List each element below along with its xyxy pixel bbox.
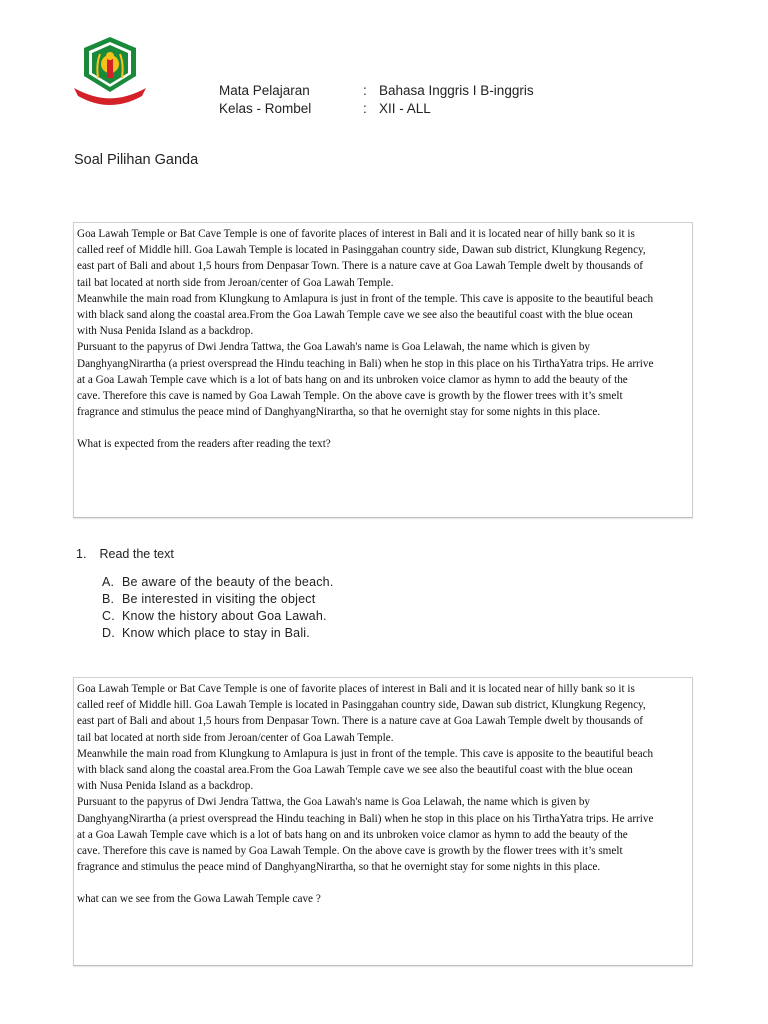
class-row	[219, 100, 534, 118]
option-text: Know the history about Goa Lawah.	[122, 609, 327, 623]
passage-line: Pursuant to the papyrus of Dwi Jendra Tattwa, the Goa Lawah's name is Goa Lelawah, the name which is given by	[77, 796, 591, 809]
passage-line: at a Goa Lawah Temple cave which is a lot of bats hang on and its unbroken voice clamor as hymn to add the beauty of the	[77, 828, 628, 841]
passage-line: cave. Therefore this cave is named by Goa Lawah Temple. On the above cave is growth by the flower trees with it’s smelt	[77, 390, 623, 403]
passage-line: tail bat located at north side from Jeroan/center of Goa Lawah Temple.	[77, 731, 394, 744]
option-c[interactable]	[102, 608, 334, 625]
answer-options	[102, 574, 334, 642]
section-title: Soal Pilihan Ganda	[74, 152, 199, 168]
header-meta	[219, 82, 534, 118]
passage-line: at a Goa Lawah Temple cave which is a lot of bats hang on and its unbroken voice clamor as hymn to add the beauty of the	[77, 373, 628, 386]
subject-sep: :	[363, 83, 367, 98]
question-1	[76, 547, 174, 561]
passage-question-2: what can we see from the Gowa Lawah Temple cave ?	[77, 893, 321, 906]
question-text: Read the text	[99, 547, 174, 561]
passage-line: cave. Therefore this cave is named by Goa Lawah Temple. On the above cave is growth by the flower trees with it’s smelt	[77, 845, 623, 858]
passage-line: Meanwhile the main road from Klungkung to Amlapura is just in front of the temple. This cave is apposite to the beautiful beach	[77, 292, 654, 305]
option-text: Be interested in visiting the object	[122, 592, 316, 606]
subject-row	[219, 82, 534, 100]
passage-line: with Nusa Penida Island as a backdrop.	[77, 780, 254, 793]
option-letter: A.	[102, 575, 115, 589]
passage-line: DanghyangNirartha (a priest overspread the Hindu teaching in Bali) when he stop in this place on his TirthaYatra trips. He arrive	[77, 812, 654, 825]
passage-box-2	[73, 677, 693, 966]
passage-line: fragrance and stimulus the peace mind of DanghyangNirartha, so that he overnight stay for some nights in this place.	[77, 406, 601, 419]
question-number: 1.	[76, 547, 87, 561]
passage-line: called reef of Middle hill. Goa Lawah Temple is located in Pasinggahan country side, Dawan sub district, Klungkung Regency,	[77, 699, 646, 712]
option-letter: C.	[102, 609, 115, 623]
passage-line: with black sand along the coastal area.From the Goa Lawah Temple cave we see also the beautiful coast with the blue ocean	[77, 764, 633, 777]
option-letter: D.	[102, 626, 115, 640]
option-a[interactable]	[102, 574, 334, 591]
passage-line: Meanwhile the main road from Klungkung to Amlapura is just in front of the temple. This cave is apposite to the beautiful beach	[77, 747, 654, 760]
option-text: Know which place to stay in Bali.	[122, 626, 310, 640]
class-sep: :	[363, 101, 367, 116]
passage-line: east part of Bali and about 1,5 hours from Denpasar Town. There is a nature cave at Goa Lawah Temple dwelt by thousands of	[77, 715, 644, 728]
passage-box-1	[73, 222, 693, 518]
passage-question-1: What is expected from the readers after reading the text?	[77, 438, 331, 451]
option-d[interactable]	[102, 625, 334, 642]
passage-line: Goa Lawah Temple or Bat Cave Temple is one of favorite places of interest in Bali and it is located near of hilly bank so it is	[77, 228, 635, 240]
passage-line: with black sand along the coastal area.From the Goa Lawah Temple cave we see also the beautiful coast with the blue ocean	[77, 309, 633, 322]
option-b[interactable]	[102, 591, 334, 608]
school-logo	[70, 34, 150, 108]
passage-line: called reef of Middle hill. Goa Lawah Temple is located in Pasinggahan country side, Dawan sub district, Klungkung Regency,	[77, 244, 646, 257]
option-text: Be aware of the beauty of the beach.	[122, 575, 334, 589]
passage-line: east part of Bali and about 1,5 hours from Denpasar Town. There is a nature cave at Goa Lawah Temple dwelt by thousands of	[77, 260, 644, 273]
emblem-icon	[70, 34, 150, 108]
passage-line: Pursuant to the papyrus of Dwi Jendra Tattwa, the Goa Lawah's name is Goa Lelawah, the name which is given by	[77, 341, 591, 354]
passage-line: fragrance and stimulus the peace mind of DanghyangNirartha, so that he overnight stay for some nights in this place.	[77, 861, 601, 874]
subject-value: Bahasa Inggris I B-inggris	[379, 83, 534, 98]
passage-line: tail bat located at north side from Jeroan/center of Goa Lawah Temple.	[77, 276, 394, 289]
passage-line: Goa Lawah Temple or Bat Cave Temple is one of favorite places of interest in Bali and it is located near of hilly bank so it is	[77, 683, 635, 695]
option-letter: B.	[102, 592, 115, 606]
class-label: Kelas - Rombel	[219, 101, 312, 116]
passage-line: DanghyangNirartha (a priest overspread the Hindu teaching in Bali) when he stop in this place on his TirthaYatra trips. He arrive	[77, 357, 654, 370]
passage-line: with Nusa Penida Island as a backdrop.	[77, 325, 254, 338]
class-value: XII - ALL	[379, 101, 431, 116]
subject-label: Mata Pelajaran	[219, 83, 310, 98]
